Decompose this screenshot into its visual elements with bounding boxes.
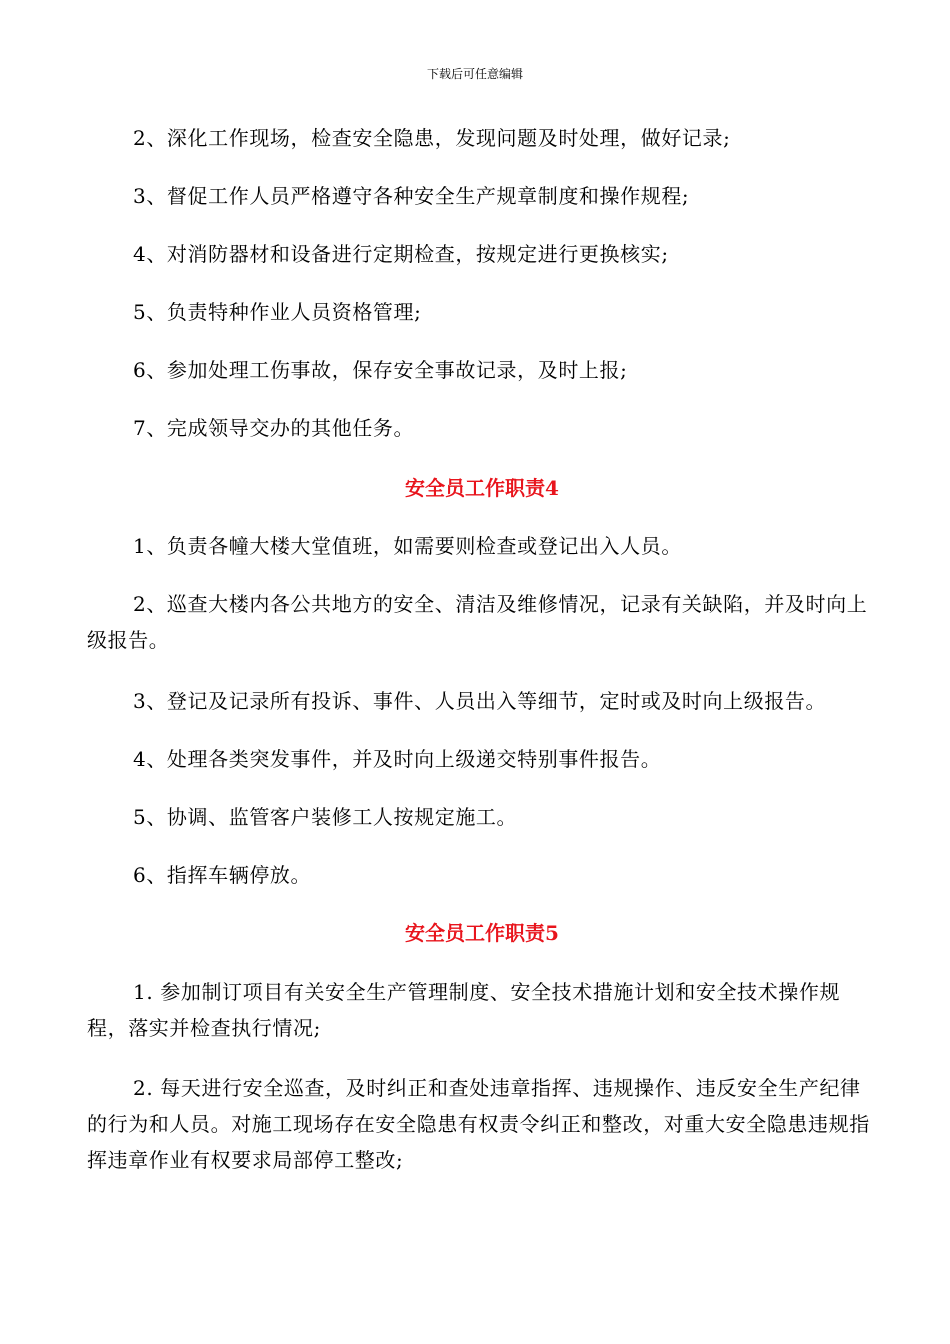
page-header-note: 下载后可任意编辑 (426, 67, 523, 81)
list-item: 4、处理各类突发事件，并及时向上级递交特别事件报告。 (133, 747, 662, 771)
list-item: 1. 参加制订项目有关安全生产管理制度、安全技术措施计划和安全技术操作规程，落实并检查执行情况; (87, 980, 841, 1040)
list-item: 2、深化工作现场，检查安全隐患，发现问题及时处理，做好记录; (133, 126, 731, 150)
list-item: 7、完成领导交办的其他任务。 (133, 416, 415, 440)
list-item: 5、负责特种作业人员资格管理; (133, 300, 422, 324)
list-item: 2. 每天进行安全巡查，及时纠正和查处违章指挥、违规操作、违反安全生产纪律的行为和人员。对施工现场存在安全隐患有权责令纠正和整改，对重大安全隐患违规指挥违章作业有权要求局部停工整改; (87, 1076, 870, 1172)
section-title-4: 安全员工作职责4 (405, 476, 559, 500)
list-item: 2、巡查大楼内各公共地方的安全、清洁及维修情况，记录有关缺陷，并及时向上级报告。 (87, 592, 868, 652)
list-item: 1、负责各幢大楼大堂值班，如需要则检查或登记出入人员。 (133, 534, 682, 558)
list-item: 6、指挥车辆停放。 (133, 863, 312, 887)
list-item: 3、登记及记录所有投诉、事件、人员出入等细节，定时或及时向上级报告。 (133, 689, 827, 713)
list-item: 5、协调、监管客户装修工人按规定施工。 (133, 805, 518, 829)
list-item: 4、对消防器材和设备进行定期检查，按规定进行更换核实; (133, 242, 669, 266)
list-item: 3、督促工作人员严格遵守各种安全生产规章制度和操作规程; (133, 184, 690, 208)
list-item: 6、参加处理工伤事故，保存安全事故记录，及时上报; (133, 358, 628, 382)
section-title-5: 安全员工作职责5 (405, 921, 559, 945)
